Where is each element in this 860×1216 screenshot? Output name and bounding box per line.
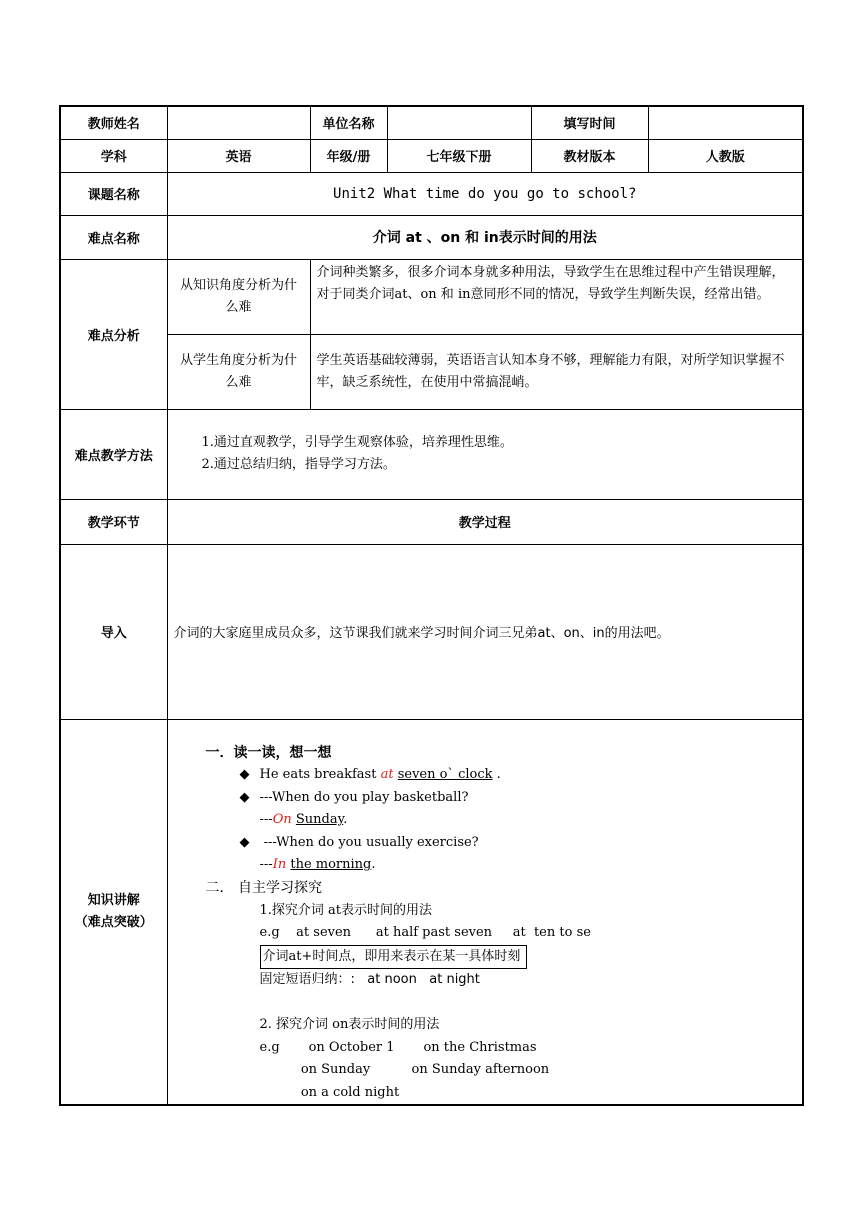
at-usage-examples: e.g at seven at half past seven at ten to se	[259, 925, 591, 941]
topic-value: Unit2 What time do you go to school?	[167, 172, 803, 215]
grade-label: 年级/册	[310, 139, 387, 172]
diamond-bullet-icon: ◆	[239, 767, 250, 783]
on-usage-examples-1: e.g on October 1 on the Christmas	[259, 1039, 537, 1055]
example-3-end: .	[371, 857, 376, 873]
section2-title: 二． 自主学习探究	[205, 880, 322, 897]
unit-value	[387, 106, 531, 139]
grade-value: 七年级下册	[387, 139, 531, 172]
example-1-text: He eats breakfast	[259, 767, 381, 783]
topic-row	[60, 172, 803, 215]
example-1-time: seven o` clock	[397, 767, 493, 783]
subject-label: 学科	[60, 139, 167, 172]
on-usage-title: 2. 探究介词 on表示时间的用法	[259, 1017, 440, 1033]
at-usage-rule: 介词at+时间点，即用来表示在某一具体时刻	[260, 945, 528, 970]
example-line-3	[206, 809, 803, 832]
topic-label: 课题名称	[60, 172, 167, 215]
knowledge-angle-text: 介词种类繁多，很多介词本身就多种用法，导致学生在思维过程中产生错误理解，对于同类介词at、on 和 in意同形不同的情况，导致学生判断失误，经常出错。	[310, 259, 803, 334]
knowledge-content	[167, 719, 803, 1105]
example-line-5	[206, 854, 803, 877]
analysis-label: 难点分析	[60, 259, 167, 409]
intro-row	[60, 544, 803, 719]
knowledge-angle-label: 从知识角度分析为什么难	[167, 259, 310, 334]
example-2-question: ---When do you play basketball?	[259, 789, 469, 805]
example-2-dash: ---	[259, 812, 273, 828]
subject-value: 英语	[167, 139, 310, 172]
example-2-time: Sunday	[295, 812, 344, 828]
analysis-row-1	[60, 259, 803, 334]
unit-label: 单位名称	[310, 106, 387, 139]
example-line-2	[206, 787, 803, 810]
method-row	[60, 409, 803, 499]
knowledge-label-line-2: （难点突破）	[74, 914, 153, 930]
intro-label: 导入	[60, 544, 167, 719]
on-usage-examples-3: on a cold night	[259, 1084, 400, 1100]
teacher-value	[167, 106, 310, 139]
at-usage-rule-wrap	[206, 945, 803, 970]
method-label: 难点教学方法	[60, 409, 167, 499]
difficulty-row	[60, 215, 803, 259]
at-fixed-phrases: 固定短语归纳：: at noon at night	[259, 972, 480, 988]
method-list	[167, 409, 803, 499]
example-3-dash: ---	[259, 857, 273, 873]
teacher-label: 教师姓名	[60, 106, 167, 139]
lesson-plan-table	[59, 105, 804, 1106]
spacer	[206, 992, 803, 1014]
header-row-2	[60, 139, 803, 172]
at-usage-title: 1.探究介词 at表示时间的用法	[259, 902, 433, 918]
intro-text: 介词的大家庭里成员众多，这节课我们就来学习时间介词三兄弟at、on、in的用法吧。	[167, 544, 803, 719]
example-3-time: the morning	[290, 857, 372, 873]
example-3-question: ---When do you usually exercise?	[259, 834, 479, 850]
example-2-end: .	[343, 812, 348, 828]
date-value	[648, 106, 803, 139]
difficulty-label: 难点名称	[60, 215, 167, 259]
student-angle-label: 从学生角度分析为什么难	[167, 334, 310, 409]
knowledge-label-line-1: 知识讲解	[87, 892, 140, 908]
section1-title: 一．读一读，想一想	[205, 744, 332, 761]
example-line-4	[206, 832, 803, 855]
knowledge-label	[60, 719, 167, 1105]
edition-label: 教材版本	[531, 139, 648, 172]
example-2-preposition: On	[272, 812, 292, 828]
process-header-row	[60, 499, 803, 544]
process-header-left: 教学环节	[60, 499, 167, 544]
difficulty-value: 介词 at 、on 和 in表示时间的用法	[167, 215, 803, 259]
example-1-preposition: at	[380, 767, 394, 783]
method-item-2: 2.通过总结归纳，指导学习方法。	[201, 457, 396, 472]
knowledge-row	[60, 719, 803, 1105]
method-item-1: 1.通过直观教学，引导学生观察体验，培养理性思维。	[201, 435, 513, 450]
example-line-1	[206, 764, 803, 787]
header-row-1	[60, 106, 803, 139]
date-label: 填写时间	[531, 106, 648, 139]
edition-value: 人教版	[648, 139, 803, 172]
lesson-plan-page	[59, 105, 802, 1103]
diamond-bullet-icon: ◆	[239, 834, 250, 850]
student-angle-text: 学生英语基础较薄弱，英语语言认知本身不够，理解能力有限，对所学知识掌握不牢，缺乏系统性，在使用中常搞混峭。	[310, 334, 803, 409]
example-3-preposition: In	[272, 857, 287, 873]
on-usage-examples-2: on Sunday on Sunday afternoon	[259, 1062, 550, 1078]
analysis-row-2	[60, 334, 803, 409]
example-1-end: .	[492, 767, 501, 783]
diamond-bullet-icon: ◆	[239, 789, 250, 805]
process-header-right: 教学过程	[167, 499, 803, 544]
